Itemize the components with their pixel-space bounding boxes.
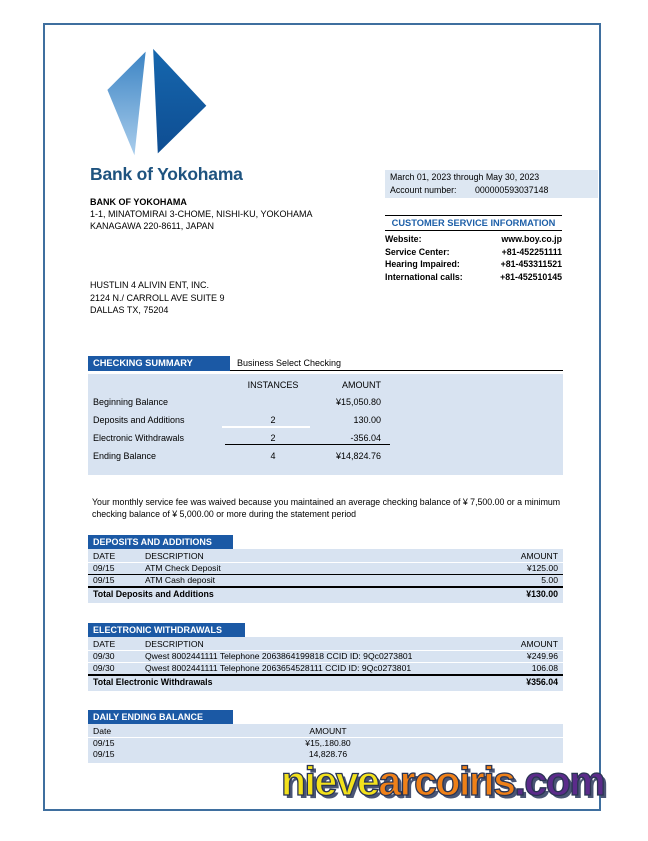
withdrawal-description: Qwest 8002441111 Telephone 2063864199818 CCID ID: 9Qc0273801 xyxy=(145,651,413,661)
service-value: www.boy.co.jp xyxy=(501,234,562,244)
site-watermark xyxy=(281,758,605,804)
deposit-description: ATM Cash deposit xyxy=(145,575,216,585)
fee-waiver-notice: Your monthly service fee was waived because you maintained an average checking balance of ¥ 7,500.00 or a minimum checking balance of ¥ 5,000.00 or more during the statement period xyxy=(92,497,561,520)
checking-summary-subtitle: Business Select Checking xyxy=(230,356,563,371)
summary-row-instances: 2 xyxy=(270,433,276,443)
watermark-part2: arcoiris xyxy=(378,758,515,804)
deposit-description: ATM Check Deposit xyxy=(145,563,221,573)
daily-balance-date: 09/15 xyxy=(93,749,115,759)
customer-service-row xyxy=(385,258,562,271)
bank-logo xyxy=(99,45,211,160)
deposit-row xyxy=(88,563,563,574)
withdrawals-total-label: Total Electronic Withdrawals xyxy=(93,677,213,687)
logo-left-wing xyxy=(107,52,145,156)
deposit-amount: ¥125.00 xyxy=(526,563,558,573)
summary-row-label: Ending Balance xyxy=(93,451,157,461)
account-number-row xyxy=(390,184,598,197)
daily-balance-header-row xyxy=(88,726,563,737)
deposits-total-row xyxy=(88,588,563,600)
col-amount: AMOUNT xyxy=(520,551,558,561)
deposits-header-row xyxy=(88,551,563,562)
summary-row-label: Deposits and Additions xyxy=(93,415,185,425)
account-number-value: 000000593037148 xyxy=(474,185,549,195)
withdrawal-row xyxy=(88,663,563,674)
summary-row-instances: 4 xyxy=(270,451,276,461)
summary-row-label: Electronic Withdrawals xyxy=(93,433,185,443)
account-number-label: Account number: xyxy=(390,185,457,195)
col-date: DATE xyxy=(93,639,116,649)
withdrawals-header-row xyxy=(88,639,563,650)
customer-address-line2: DALLAS TX, 75204 xyxy=(90,305,169,315)
summary-row-amount: -356.04 xyxy=(350,433,381,443)
col-amount: AMOUNT xyxy=(309,726,347,736)
withdrawals-title: ELECTRONIC WITHDRAWALS xyxy=(88,623,245,637)
service-label: Website: xyxy=(385,234,422,244)
summary-row-instances: 2 xyxy=(270,415,276,425)
statement-period: March 01, 2023 through May 30, 2023 xyxy=(390,172,540,182)
bank-address-block xyxy=(90,196,313,232)
col-description: DESCRIPTION xyxy=(145,551,204,561)
daily-balance-title: DAILY ENDING BALANCE xyxy=(88,710,233,724)
bank-name: BANK OF YOKOHAMA xyxy=(90,197,187,207)
summary-row-amount: 130.00 xyxy=(353,415,381,425)
deposits-total-label: Total Deposits and Additions xyxy=(93,589,214,599)
checking-summary-header xyxy=(88,356,563,371)
col-date: Date xyxy=(93,726,112,736)
daily-balance-amount: 14,828.76 xyxy=(308,749,348,759)
bank-address-line2: KANAGAWA 220-8611, JAPAN xyxy=(90,221,215,231)
checking-summary-table xyxy=(88,374,563,475)
statement-period-box xyxy=(385,170,598,198)
summary-col-amount: AMOUNT xyxy=(342,380,381,390)
service-value: +81-452510145 xyxy=(500,271,562,282)
withdrawal-amount: ¥249.96 xyxy=(526,651,558,661)
service-value: +81-453311521 xyxy=(500,259,562,269)
customer-service-row xyxy=(385,233,562,246)
checking-summary-title: CHECKING SUMMARY xyxy=(88,356,230,371)
withdrawal-date: 09/30 xyxy=(93,651,115,661)
customer-service-rows xyxy=(385,231,562,283)
deposit-amount: 5.00 xyxy=(541,575,558,585)
watermark-part3: .com xyxy=(514,758,605,804)
deposits-title: DEPOSITS AND ADDITIONS xyxy=(88,535,233,549)
service-label: International calls: xyxy=(385,271,463,282)
watermark-part1: nieve xyxy=(281,758,379,804)
daily-balance-date: 09/15 xyxy=(93,738,115,748)
col-description: DESCRIPTION xyxy=(145,639,204,649)
logo-right-wing xyxy=(153,49,206,154)
daily-balance-amount: ¥15,.180.80 xyxy=(305,738,351,748)
customer-service-row xyxy=(385,271,562,284)
summary-row-amount: ¥15,050.80 xyxy=(335,397,381,407)
customer-address-line1: 2124 N./ CARROLL AVE SUITE 9 xyxy=(90,292,225,303)
withdrawals-total-amount: ¥356.04 xyxy=(526,677,558,687)
deposits-total-amount: ¥130.00 xyxy=(526,589,558,599)
daily-balance-row xyxy=(88,738,563,749)
bank-wordmark: Bank of Yokohama xyxy=(90,164,243,184)
withdrawal-date: 09/30 xyxy=(93,663,115,673)
withdrawals-total-row xyxy=(88,676,563,688)
deposit-row xyxy=(88,575,563,586)
summary-divider-black xyxy=(225,444,390,445)
summary-col-instances: INSTANCES xyxy=(247,380,299,390)
customer-address-block xyxy=(90,279,225,317)
service-label: Service Center: xyxy=(385,246,450,257)
customer-service-title: CUSTOMER SERVICE INFORMATION xyxy=(385,216,562,231)
service-value: +81-452251111 xyxy=(501,246,562,257)
withdrawals-table xyxy=(88,637,563,691)
withdrawal-description: Qwest 8002441111 Telephone 2063654528111 CCID ID: 9Qc0273801 xyxy=(145,663,412,673)
deposit-date: 09/15 xyxy=(93,563,115,573)
bank-address-line1: 1-1, MINATOMIRAI 3-CHOME, NISHI-KU, YOKOHAMA xyxy=(90,209,313,219)
customer-service-block xyxy=(385,215,562,283)
summary-row-label: Beginning Balance xyxy=(93,397,169,407)
withdrawal-amount: 106.08 xyxy=(531,663,558,673)
col-amount: AMOUNT xyxy=(520,639,558,649)
withdrawal-row xyxy=(88,651,563,662)
customer-service-row xyxy=(385,246,562,259)
deposit-date: 09/15 xyxy=(93,575,115,585)
col-date: DATE xyxy=(93,551,116,561)
summary-divider-white xyxy=(222,426,310,428)
customer-name: HUSTLIN 4 ALIVIN ENT, INC. xyxy=(90,280,210,290)
service-label: Hearing Impaired: xyxy=(385,259,460,269)
summary-row-amount: ¥14,824.76 xyxy=(335,451,381,461)
deposits-table xyxy=(88,549,563,603)
